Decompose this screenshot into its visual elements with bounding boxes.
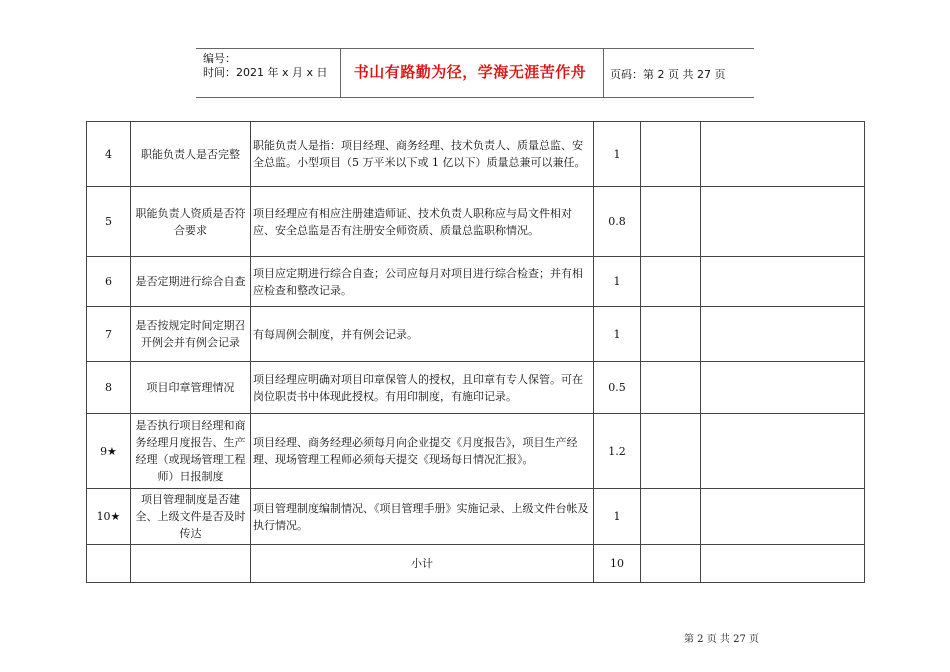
check-item: 职能负责人是否完整: [131, 122, 251, 187]
blank-cell: [701, 362, 865, 414]
header-bottom-rule: [196, 97, 754, 98]
check-standard: 项目经理应有相应注册建造师证、技术负责人职称应与局文件相对应、安全总监是否有注册安全师资质、质量总监职称情况。: [251, 187, 594, 257]
row-number: 4: [87, 122, 131, 187]
score-cell: 1: [594, 257, 641, 307]
table-row: [87, 489, 865, 545]
check-standard: 项目经理应明确对项目印章保管人的授权，且印章有专人保管。可在岗位职责书中体现此授权。有用印制度，有施印记录。: [251, 362, 594, 414]
check-standard: 项目经理、商务经理必须每月向企业提交《月度报告》，项目生产经理、现场管理工程师必须每天提交《现场每日情况汇报》。: [251, 414, 594, 489]
check-item: 是否按规定时间定期召开例会并有例会记录: [131, 307, 251, 362]
score-cell: 0.8: [594, 187, 641, 257]
row-number: 9★: [87, 414, 131, 489]
blank-cell: [641, 545, 701, 583]
blank-cell: [701, 122, 865, 187]
row-number: 6: [87, 257, 131, 307]
score-cell: 1.2: [594, 414, 641, 489]
check-standard: 职能负责人是指：项目经理、商务经理、技术负责人、质量总监、安全总监。小型项目（5 万平米以下或 1 亿以下）质量总兼可以兼任。: [251, 122, 594, 187]
header-page-label: 页码：第 2 页 共 27 页: [610, 68, 726, 81]
blank-cell: [701, 307, 865, 362]
check-item: 项目管理制度是否建全、上级文件是否及时传达: [131, 489, 251, 545]
header-divider-left: [340, 48, 341, 97]
table-row: [87, 257, 865, 307]
blank-cell: [641, 307, 701, 362]
row-number: 7: [87, 307, 131, 362]
table-row: [87, 362, 865, 414]
page-footer: 第 2 页 共 27 页: [684, 634, 759, 645]
blank-cell: [641, 122, 701, 187]
document-date-label: 时间：2021 年 x 月 x 日: [203, 66, 328, 79]
blank-cell: [701, 414, 865, 489]
header-meta: [203, 52, 328, 80]
header-top-rule: [196, 48, 754, 49]
blank-cell: [641, 362, 701, 414]
inspection-table: [86, 121, 865, 583]
table-row: [87, 414, 865, 489]
subtotal-label: 小计: [251, 545, 594, 583]
score-cell: 0.5: [594, 362, 641, 414]
blank-cell: [641, 187, 701, 257]
table-row: [87, 187, 865, 257]
table-row: [87, 307, 865, 362]
blank-cell: [701, 489, 865, 545]
check-standard: 有每周例会制度，并有例会记录。: [251, 307, 594, 362]
header-divider-right: [603, 48, 604, 97]
table-row: [87, 122, 865, 187]
blank-cell: [641, 489, 701, 545]
check-item: 是否执行项目经理和商务经理月度报告、生产经理（或现场管理工程师）日报制度: [131, 414, 251, 489]
blank-cell: [701, 187, 865, 257]
check-standard: 项目应定期进行综合自查；公司应每月对项目进行综合检查；并有相应检查和整改记录。: [251, 257, 594, 307]
blank-cell: [87, 545, 131, 583]
row-number: 10★: [87, 489, 131, 545]
check-item: 项目印章管理情况: [131, 362, 251, 414]
blank-cell: [641, 414, 701, 489]
subtotal-score: 10: [594, 545, 641, 583]
blank-cell: [701, 257, 865, 307]
blank-cell: [701, 545, 865, 583]
header-motto: 书山有路勤为径，学海无涯苦作舟: [353, 63, 587, 81]
check-item: 是否定期进行综合自查: [131, 257, 251, 307]
score-cell: 1: [594, 489, 641, 545]
row-number: 5: [87, 187, 131, 257]
document-number-label: 编号：: [203, 52, 236, 65]
check-item: 职能负责人资质是否符合要求: [131, 187, 251, 257]
subtotal-row: [87, 545, 865, 583]
blank-cell: [131, 545, 251, 583]
row-number: 8: [87, 362, 131, 414]
score-cell: 1: [594, 307, 641, 362]
check-standard: 项目管理制度编制情况、《项目管理手册》实施记录、上级文件台帐及执行情况。: [251, 489, 594, 545]
blank-cell: [641, 257, 701, 307]
score-cell: 1: [594, 122, 641, 187]
